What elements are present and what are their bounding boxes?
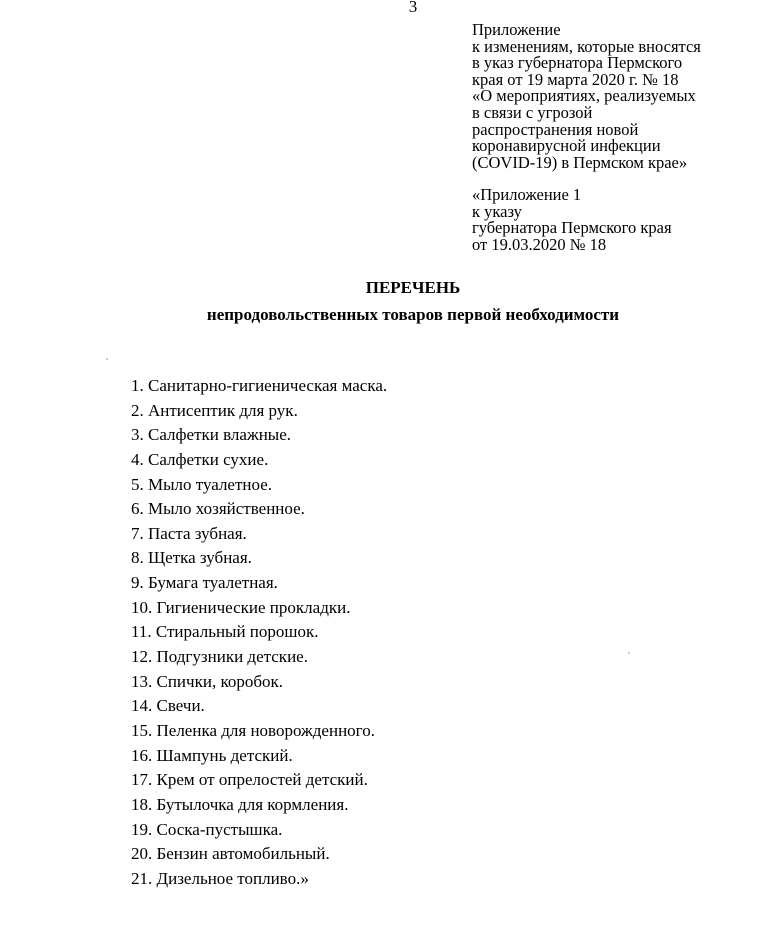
appendix-reference — [472, 187, 672, 253]
appendix-header-line: к изменениям, которые вносятся — [472, 36, 701, 56]
list-item: 6. Мыло хозяйственное. — [131, 499, 305, 519]
scan-speck — [628, 652, 630, 654]
page-number: 3 — [408, 0, 418, 16]
appendix-header-line: «О мероприятиях, реализуемых — [472, 86, 696, 106]
list-item: 14. Свечи. — [131, 696, 205, 716]
list-item: 15. Пеленка для новорожденного. — [131, 720, 375, 740]
goods-list — [131, 374, 387, 891]
list-item: 3. Салфетки влажные. — [131, 425, 292, 445]
list-item: 11. Стиральный порошок. — [131, 622, 319, 642]
appendix-header-line: в указ губернатора Пермского — [472, 53, 683, 73]
list-item: 9. Бумага туалетная. — [131, 573, 278, 593]
scan-speck — [106, 358, 108, 360]
appendix-header-line: (COVID-19) в Пермском крае» — [472, 152, 688, 172]
list-item: 8. Щетка зубная. — [131, 548, 252, 568]
appendix-reference-line: к указу — [472, 201, 522, 221]
list-item: 1. Санитарно-гигиеническая маска. — [131, 376, 388, 395]
list-item: 16. Шампунь детский. — [131, 745, 293, 765]
appendix-header-line: Приложение — [472, 20, 561, 39]
appendix-header — [472, 22, 701, 171]
list-item: 21. Дизельное топливо.» — [131, 868, 309, 888]
list-item: 20. Бензин автомобильный. — [131, 844, 330, 864]
appendix-reference-line: «Приложение 1 — [472, 185, 582, 204]
list-item: 13. Спички, коробок. — [131, 671, 283, 691]
list-item: 2. Антисептик для рук. — [131, 400, 298, 420]
list-item: 12. Подгузники детские. — [131, 647, 308, 667]
appendix-header-line: в связи с угрозой — [472, 102, 593, 122]
list-item: 17. Крем от опрелостей детский. — [131, 770, 368, 790]
appendix-reference-line: от 19.03.2020 № 18 — [472, 234, 607, 254]
appendix-reference-line: губернатора Пермского края — [472, 218, 672, 238]
list-item: 10. Гигиенические прокладки. — [131, 597, 351, 617]
appendix-header-line: коронавирусной инфекции — [472, 136, 661, 156]
document-title: ПЕРЕЧЕНЬ — [365, 278, 461, 297]
document-subtitle: непродовольственных товаров первой необходимости — [206, 305, 620, 324]
list-item: 18. Бутылочка для кормления. — [131, 794, 349, 814]
list-item: 19. Соска-пустышка. — [131, 819, 283, 839]
list-item: 5. Мыло туалетное. — [131, 474, 273, 494]
list-item: 7. Паста зубная. — [131, 523, 247, 543]
appendix-header-line: распространения новой — [472, 119, 639, 139]
appendix-header-line: края от 19 марта 2020 г. № 18 — [472, 69, 679, 89]
list-item: 4. Салфетки сухие. — [131, 449, 269, 469]
